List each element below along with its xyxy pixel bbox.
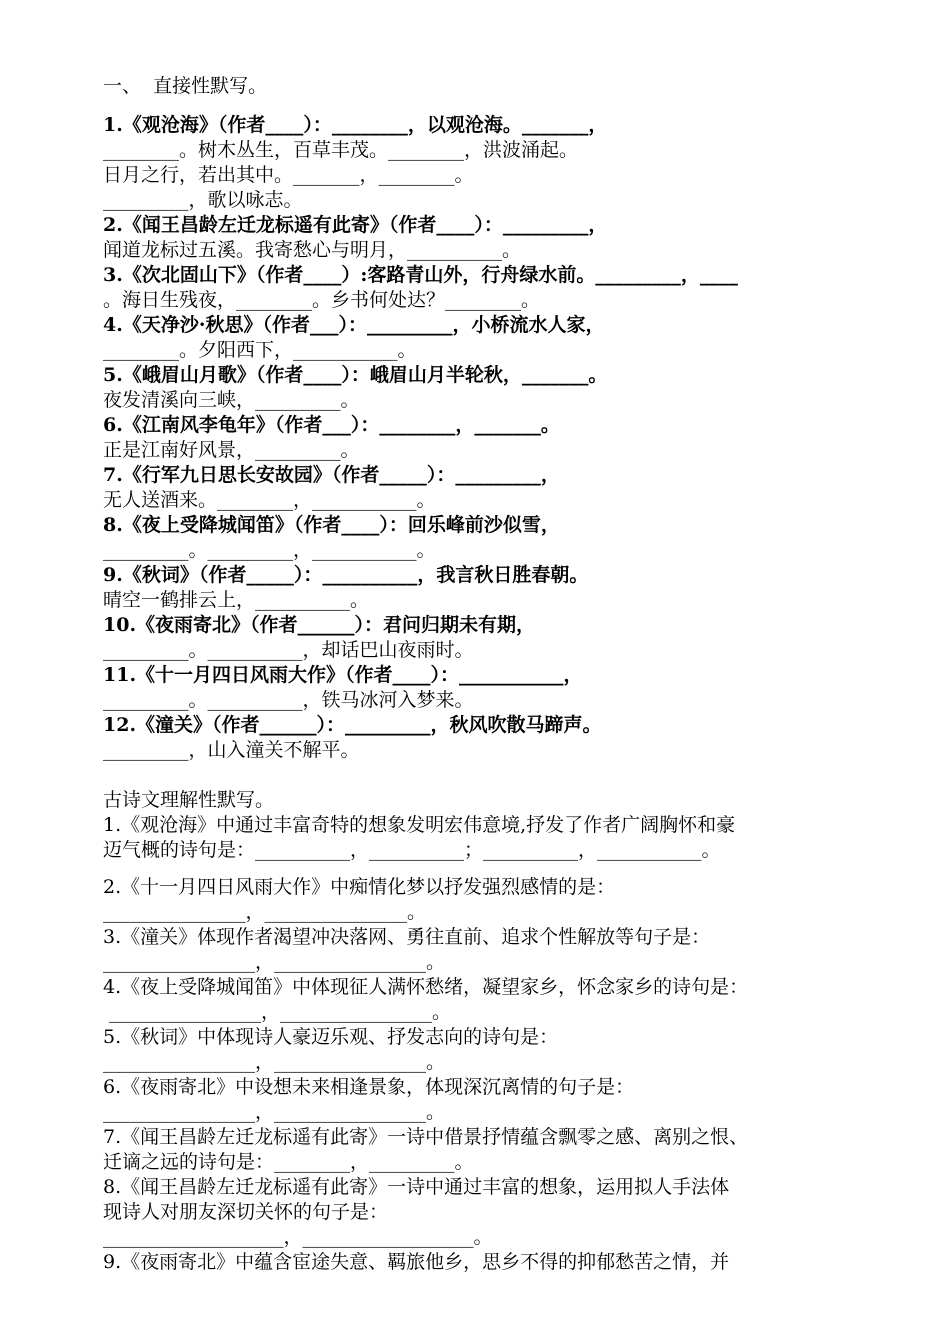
question-line: ________________，________________。 bbox=[103, 951, 446, 973]
question-line: 6.《夜雨寄北》中设想未来相逢景象，体现深沉离情的句子是： bbox=[103, 1076, 635, 1098]
dictation-line: _________。__________，却话巴山夜雨时。 bbox=[103, 639, 474, 661]
dictation-line: 正是江南好风景，_________。 bbox=[103, 439, 360, 461]
section2-heading: 古诗文理解性默写。 bbox=[103, 789, 275, 811]
dictation-line: 7.《行军九日思长安故园》（作者_____）：_________， bbox=[103, 464, 560, 486]
question-line: 迁谪之远的诗句是：________，_________。 bbox=[103, 1151, 474, 1173]
dictation-line: 5.《峨眉山月歌》（作者____）：峨眉山月半轮秋，_______。 bbox=[103, 364, 608, 386]
dictation-line: _________。_________，___________。 bbox=[103, 539, 436, 561]
dictation-line: ________。树木丛生，百草丰茂。________，洪波涌起。 bbox=[103, 139, 579, 161]
question-line: 4.《夜上受降城闻笛》中体现征人满怀愁绪，凝望家乡，怀念家乡的诗句是： bbox=[103, 976, 749, 998]
dictation-line: _________，山入潼关不解平。 bbox=[103, 739, 360, 761]
section-gap bbox=[103, 763, 863, 788]
question-line: 8.《闻王昌龄左迁龙标遥有此寄》一诗中通过丰富的想象，运用拟人手法体 bbox=[103, 1176, 730, 1198]
dictation-line: 4.《天净沙·秋思》（作者___）：_________，小桥流水人家， bbox=[103, 314, 605, 336]
dictation-line: 6.《江南风李龟年》（作者___）：________，_______。 bbox=[103, 414, 560, 436]
question-item bbox=[103, 1075, 863, 1125]
dictation-line: 闻道龙标过五溪。我寄愁心与明月，__________。 bbox=[103, 239, 522, 261]
question-line: 7.《闻王昌龄左迁龙标遥有此寄》一诗中借景抒情蕴含飘零之感、离别之恨、 bbox=[103, 1126, 749, 1148]
question-line: 3.《潼关》体现作者渴望冲决落网、勇往直前、追求个性解放等句子是： bbox=[103, 926, 711, 948]
dictation-line: 2.《闻王昌龄左迁龙标遥有此寄》（作者____）：_________， bbox=[103, 214, 608, 236]
dictation-line: 晴空一鹤排云上，__________。 bbox=[103, 589, 370, 611]
dictation-line: 3.《次北固山下》（作者____）:客路青山外，行舟绿水前。_________，____ bbox=[103, 264, 738, 286]
worksheet-page bbox=[103, 74, 863, 1275]
section1-heading: 一、 直接性默写。 bbox=[103, 75, 268, 97]
question-gap bbox=[103, 863, 863, 875]
question-line: 迈气概的诗句是：__________，__________；__________，___________。 bbox=[103, 839, 721, 861]
question-item bbox=[103, 1125, 863, 1175]
dictation-line: 11.《十一月四日风雨大作》（作者____）：___________， bbox=[103, 664, 583, 686]
question-line: ________________，________________。 bbox=[103, 1051, 446, 1073]
question-line: 9.《夜雨寄北》中蕴含宦途失意、羁旅他乡，思乡不得的抑郁愁苦之情，并 bbox=[103, 1251, 730, 1273]
question-item bbox=[103, 1250, 863, 1275]
question-line: 5.《秋词》中体现诗人豪迈乐观、抒发志向的诗句是： bbox=[103, 1026, 559, 1048]
dictation-line: 夜发清溪向三峡，_________。 bbox=[103, 389, 360, 411]
question-line: ___________________，__________________。 bbox=[103, 1226, 493, 1248]
question-item bbox=[103, 1025, 863, 1075]
dictation-line: 1.《观沧海》（作者____）：________，以观沧海。_______， bbox=[103, 114, 608, 136]
dictation-line: 。海日生残夜，________。乡书何处达？________。 bbox=[103, 289, 541, 311]
dictation-line: 12.《潼关》（作者______）：_________，秋风吹散马蹄声。 bbox=[103, 714, 602, 736]
question-item bbox=[103, 975, 863, 1025]
question-item bbox=[103, 1175, 863, 1250]
dictation-line: 10.《夜雨寄北》（作者______）：君问归期未有期， bbox=[103, 614, 536, 636]
dictation-line: 8.《夜上受降城闻笛》（作者____）：回乐峰前沙似雪， bbox=[103, 514, 560, 536]
dictation-line: 日月之行，若出其中。_______，________。 bbox=[103, 164, 474, 186]
question-line: _______________，_______________。 bbox=[103, 901, 427, 923]
section1-direct-dictation bbox=[103, 113, 863, 763]
dictation-line: _________，歌以咏志。 bbox=[103, 189, 303, 211]
question-line: 现诗人对朋友深切关怀的句子是： bbox=[103, 1201, 389, 1223]
dictation-line: 9.《秋词》（作者_____）：__________，我言秋日胜春朝。 bbox=[103, 564, 589, 586]
dictation-line: _________。__________，铁马冰河入梦来。 bbox=[103, 689, 474, 711]
dictation-line: ________。夕阳西下，___________。 bbox=[103, 339, 417, 361]
question-line: 1.《观沧海》中通过丰富奇特的想象发明宏伟意境,抒发了作者广阔胸怀和豪 bbox=[103, 814, 736, 836]
question-item bbox=[103, 813, 863, 863]
section2-comprehension-dictation bbox=[103, 813, 863, 1275]
dictation-line: 无人送酒来。________，___________。 bbox=[103, 489, 436, 511]
question-item bbox=[103, 925, 863, 975]
question-line: 2.《十一月四日风雨大作》中痴情化梦以抒发强烈感情的是： bbox=[103, 876, 616, 898]
question-line: ________________，________________。 bbox=[103, 1101, 446, 1123]
question-item bbox=[103, 875, 863, 925]
question-line: ________________，________________。 bbox=[103, 1001, 452, 1023]
